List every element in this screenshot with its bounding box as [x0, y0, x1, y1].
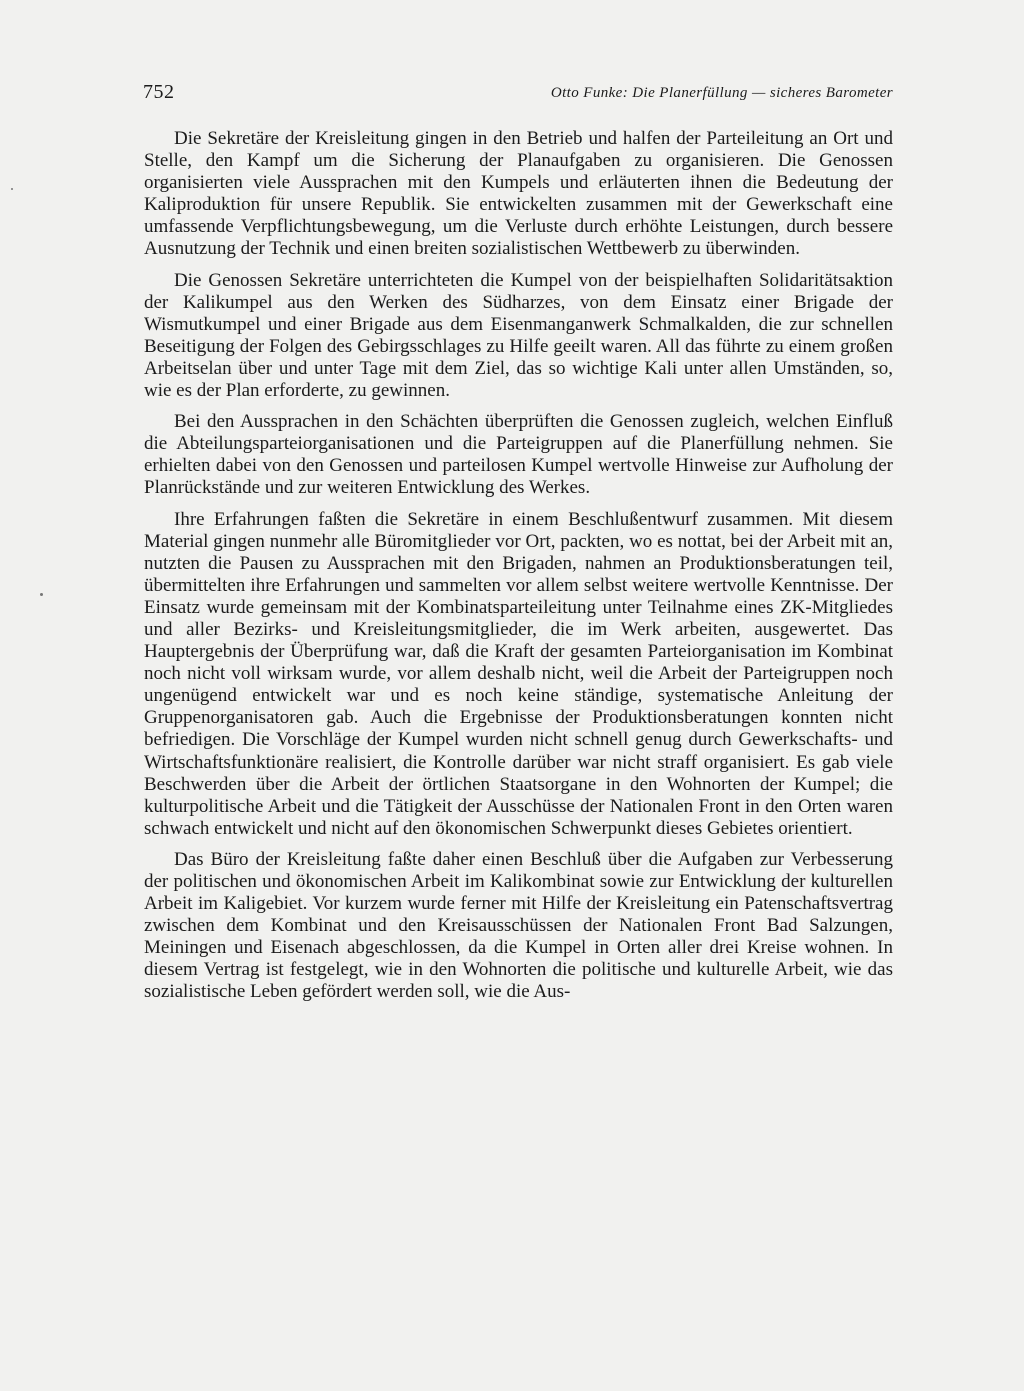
body-text	[144, 128, 893, 1004]
paragraph-2: Die Genossen Sekretäre unterrichteten die Kumpel von der beispielhaften Solidaritätsaktion der Kalikumpel aus den Werken des Südharzes, von dem Einsatz einer Brigade der Wismutkumpel und einer Brigade aus dem Eisenmanganwerk Schmalkalden, die zur schnellen Beseitigung der Folgen des Gebirgsschlages zu Hilfe geeilt waren. All das führte zu einem großen Arbeitselan über und unter Tage mit dem Ziel, das so wichtige Kali unter allen Umständen, so, wie es der Plan erforderte, zu gewinnen.	[144, 269, 893, 402]
paragraph-4: Ihre Erfahrungen faßten die Sekretäre in einem Beschlußentwurf zusammen. Mit diesem Material gingen nunmehr alle Büromitglieder vor Ort, packten, wo es nottat, bei der Arbeit mit an, nutzten die Pausen zu Aussprachen mit den Brigaden, nahmen an Produktionsberatungen teil, übermittelten ihre Erfahrungen und sammelten vor allem selbst weitere wertvolle Kenntnisse. Der Einsatz wurde gemeinsam mit der Kombinatsparteileitung unter Teilnahme eines ZK-Mitgliedes und aller Bezirks- und Kreisleitungsmitglieder, die im Werk arbeiten, ausgewertet. Das Hauptergebnis der Überprüfung war, daß die Kraft der gesamten Parteiorganisation im Kombinat noch nicht voll wirksam wurde, vor allem deshalb nicht, weil die Arbeit der Parteigruppen noch ungenügend entwickelt war und es noch keine ständige, systematische Anleitung der Gruppenorganisatoren gab. Auch die Ergebnisse der Produktionsberatungen konnten nicht befriedigen. Die Vorschläge der Kumpel wurden nicht schnell genug durch Gewerkschafts- und Wirtschaftsfunktionäre realisiert, die Kontrolle darüber war nicht straff organisiert. Es gab viele Beschwerden über die Arbeit der örtlichen Staatsorgane in den Wohnorten der Kumpel; die kulturpolitische Arbeit und die Tätigkeit der Ausschüsse der Nationalen Front in den Orten waren schwach entwickelt und nicht auf den ökonomischen Schwerpunkt dieses Gebietes orientiert.	[144, 508, 893, 839]
page-number: 752	[143, 81, 175, 103]
running-head: Otto Funke: Die Planerfüllung — sicheres Barometer	[550, 85, 893, 101]
paragraph-3: Bei den Aussprachen in den Schächten überprüften die Genossen zugleich, welchen Einfluß die Abteilungsparteiorganisationen und die Parteigruppen auf die Planerfüllung nehmen. Sie erhielten dabei von den Genossen und parteilosen Kumpel wertvolle Hinweise zur Aufholung der Planrückstände und zur weiteren Entwicklung des Werkes.	[144, 411, 893, 499]
scan-speck	[40, 593, 43, 596]
page-header	[143, 78, 893, 106]
paragraph-5: Das Büro der Kreisleitung faßte daher einen Beschluß über die Aufgaben zur Verbesserung der politischen und ökonomischen Arbeit im Kalikombinat sowie zur Entwicklung der kulturellen Arbeit im Kaligebiet. Vor kurzem wurde ferner mit Hilfe der Kreisleitung ein Patenschaftsvertrag zwischen dem Kombinat und den Kreisausschüssen der Nationalen Front Bad Salzungen, Meiningen und Eisenach abgeschlossen, da die Kumpel in Orten aller drei Kreise wohnen. In diesem Vertrag ist festgelegt, wie in den Wohnorten die politische und kulturelle Arbeit, wie das sozialistische Leben gefördert werden soll, wie die Aus-	[144, 848, 893, 1003]
paragraph-1: Die Sekretäre der Kreisleitung gingen in den Betrieb und halfen der Parteileitung an Ort und Stelle, den Kampf um die Sicherung der Planaufgaben zu organisieren. Die Genossen organisierten viele Aussprachen mit den Kumpels und erläuterten ihnen die Bedeutung der Kaliproduktion für unsere Republik. Sie entwickelten zusammen mit der Gewerkschaft eine umfassende Verpflichtungsbewegung, um die Verluste durch erhöhte Leistungen, durch bessere Ausnutzung der Technik und einen breiten sozialistischen Wettbewerb zu überwinden.	[144, 128, 893, 260]
scan-speck	[11, 188, 13, 190]
